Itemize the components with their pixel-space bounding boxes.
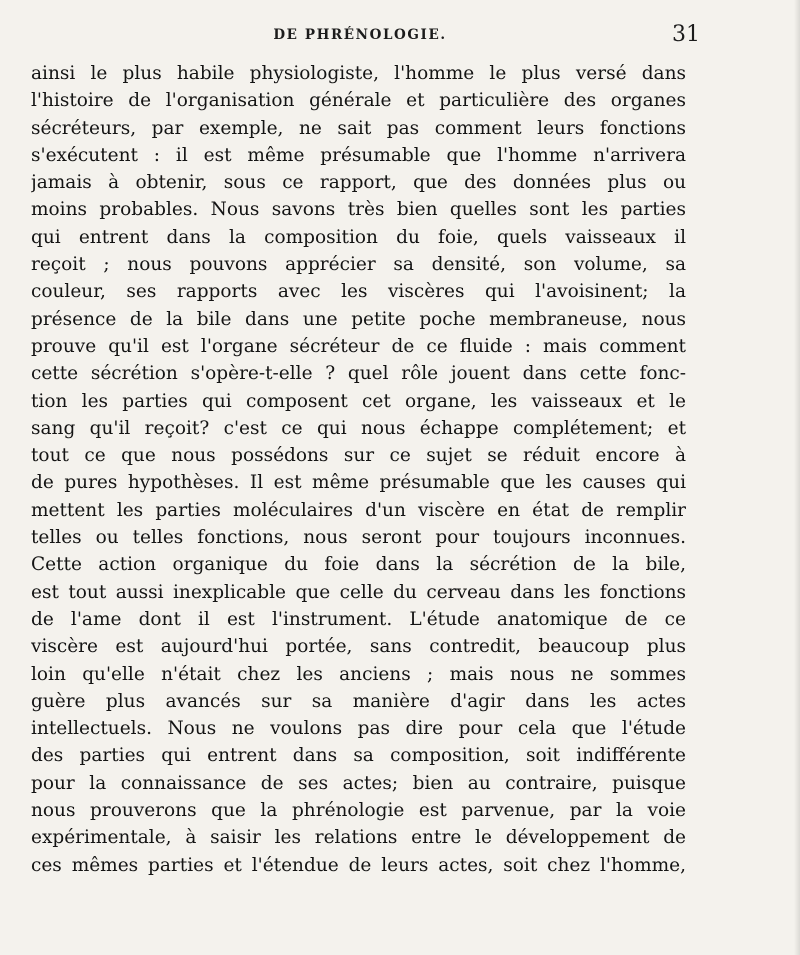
text-line: reçoit ; nous pouvons apprécier sa densité, son volume, sa — [31, 254, 686, 276]
text-line: l'histoire de l'organisation générale et particulière des organes — [31, 90, 686, 112]
text-line: expérimentale, à saisir les relations entre le développement de — [31, 827, 686, 849]
text-line: sang qu'il reçoit? c'est ce qui nous échappe complétement; et — [31, 417, 686, 439]
text-line: nous prouverons que la phrénologie est parvenue, par la voie — [31, 800, 686, 822]
text-line: loin qu'elle n'était chez les anciens ; mais nous ne sommes — [31, 663, 686, 685]
text-line: telles ou telles fonctions, nous seront pour toujours inconnues. — [31, 527, 686, 549]
text-line: est tout aussi inexplicable que celle du cerveau dans les fonctions — [31, 581, 686, 603]
page-edge-shadow — [794, 0, 800, 955]
text-line: tion les parties qui composent cet organe, les vaisseaux et le — [31, 390, 686, 412]
text-line: de l'ame dont il est l'instrument. L'étude anatomique de ce — [31, 608, 686, 630]
text-line: moins probables. Nous savons très bien quelles sont les parties — [31, 199, 686, 221]
text-line: ces mêmes parties et l'étendue de leurs actes, soit chez l'homme, — [31, 854, 686, 876]
text-line: des parties qui entrent dans sa composition, soit indifférente — [31, 745, 686, 767]
text-line: s'exécutent : il est même présumable que l'homme n'arrivera — [31, 144, 686, 166]
text-line: viscère est aujourd'hui portée, sans contredit, beaucoup plus — [31, 636, 686, 658]
running-head: DE PHRÉNOLOGIE. — [273, 27, 447, 43]
text-line: pour la connaissance de ses actes; bien au contraire, puisque — [31, 772, 686, 794]
page-header — [30, 22, 700, 50]
text-line: jamais à obtenir, sous ce rapport, que des données plus ou — [31, 172, 686, 194]
text-line: guère plus avancés sur sa manière d'agir dans les actes — [31, 690, 686, 712]
text-line: cette sécrétion s'opère-t-elle ? quel rôle jouent dans cette fonc- — [31, 363, 686, 385]
page-number: 31 — [672, 22, 700, 47]
text-line: tout ce que nous possédons sur ce sujet se réduit encore à — [31, 445, 686, 467]
text-line: couleur, ses rapports avec les viscères qui l'avoisinent; la — [31, 281, 686, 303]
text-line: qui entrent dans la composition du foie, quels vaisseaux il — [31, 226, 686, 248]
text-line: de pures hypothèses. Il est même présumable que les causes qui — [31, 472, 686, 494]
text-line: présence de la bile dans une petite poche membraneuse, nous — [31, 308, 686, 330]
text-line: ainsi le plus habile physiologiste, l'homme le plus versé dans — [31, 63, 686, 84]
text-line: mettent les parties moléculaires d'un viscère en état de remplir — [31, 499, 686, 521]
body-paragraph — [31, 60, 686, 879]
text-line: intellectuels. Nous ne voulons pas dire pour cela que l'étude — [31, 718, 686, 740]
text-line: sécréteurs, par exemple, ne sait pas comment leurs fonctions — [31, 117, 686, 139]
text-line: prouve qu'il est l'organe sécréteur de ce fluide : mais comment — [31, 335, 686, 357]
text-line: Cette action organique du foie dans la sécrétion de la bile, — [31, 554, 686, 576]
